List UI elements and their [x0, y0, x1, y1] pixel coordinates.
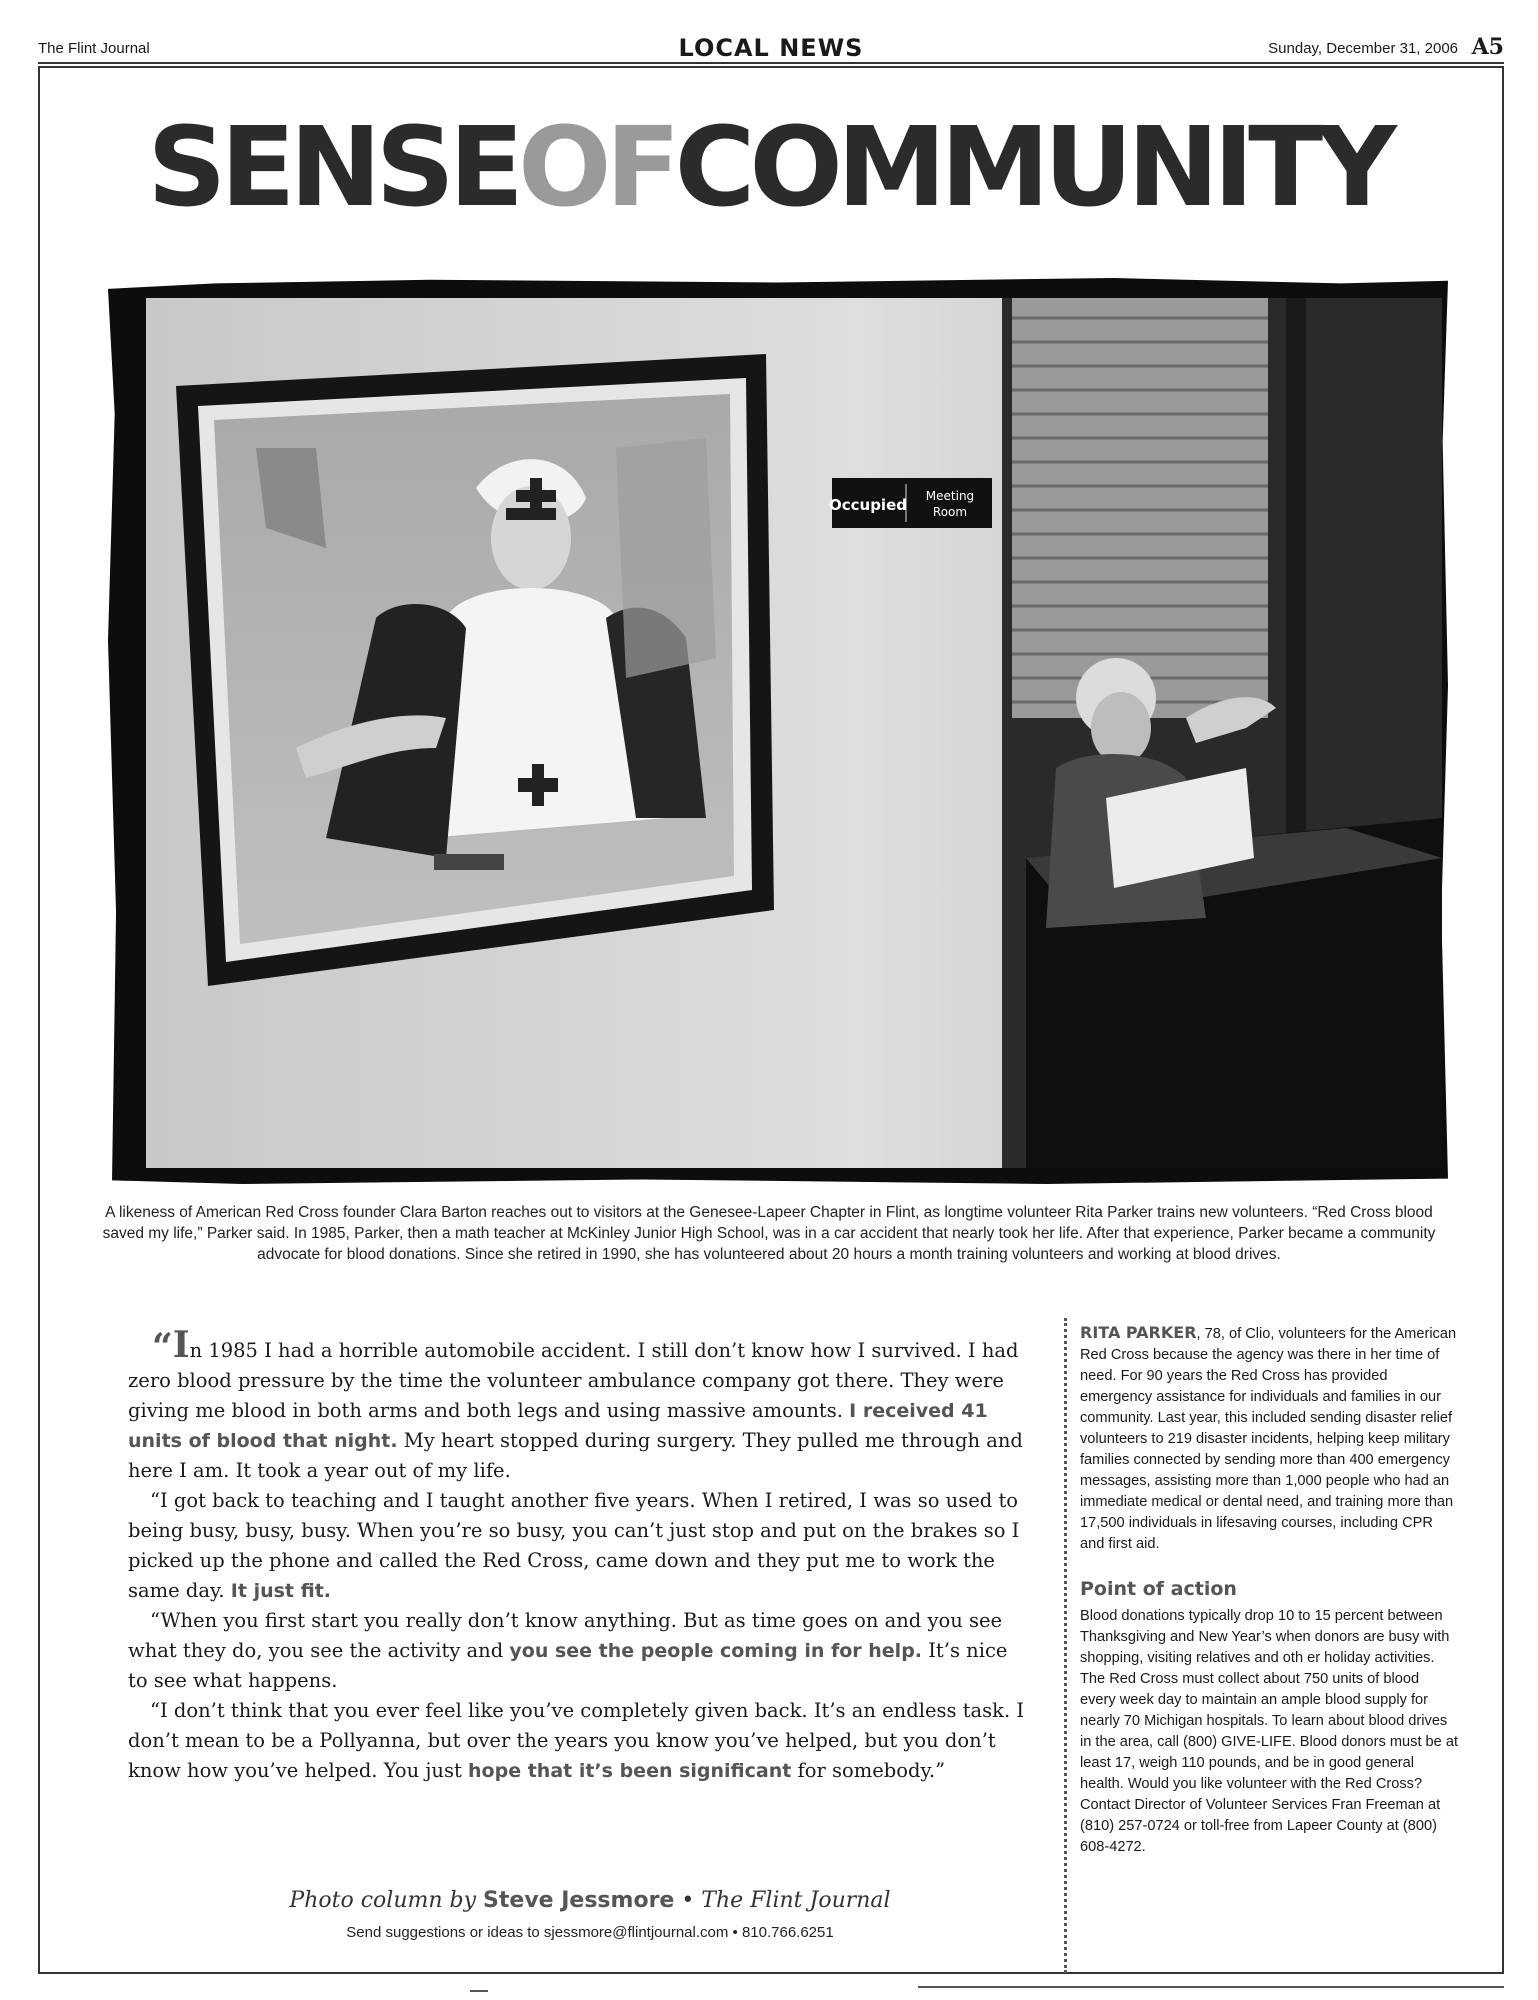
photo-illustration	[146, 298, 1442, 1168]
framed-painting	[176, 354, 774, 986]
issue-date: Sunday, December 31, 2006	[1268, 40, 1458, 57]
sign-room: Room	[932, 505, 968, 519]
photographer-name: Steve Jessmore	[483, 1888, 675, 1913]
quote-paragraph-4	[128, 1696, 1028, 1786]
sign-meeting: Meeting	[925, 489, 975, 503]
quote-text: “I don’t think that you ever feel like you’ve completely given back. It’s an endless task. I don’t mean to be a Pollyanna, but over the years you know you’ve helped, but you don’t know how you’ve helped. You just	[128, 1699, 1025, 1782]
quote-highlight: I received 41 units of blood that night.	[128, 1400, 988, 1452]
quote-paragraph-2	[128, 1486, 1028, 1606]
sidebar-heading: Point of action	[1080, 1578, 1237, 1600]
contact-line: Send suggestions or ideas to sjessmore@flintjournal.com • 810.766.6251	[346, 1924, 834, 1941]
masthead-rule	[38, 62, 1504, 64]
sidebar	[1080, 1322, 1458, 1858]
page-headline	[0, 103, 1538, 231]
quote-highlight: you see the people coming in for help.	[509, 1640, 923, 1662]
doorway	[1002, 298, 1442, 1168]
feature-photo	[146, 298, 1442, 1168]
quote-column	[128, 1324, 1028, 1786]
quote-paragraph-3	[128, 1606, 1028, 1696]
open-quote-mark: “	[152, 1326, 173, 1368]
masthead	[38, 36, 1504, 62]
quote-highlight: It just fit.	[230, 1580, 331, 1602]
sidebar-lead-text: , 78, of Clio, volunteers for the American Red Cross because the agency was there in her time of need. For 90 years the Red Cross has provided emergency assistance for individuals and families in our community. Last year, this included sending disaster relief volunteers to 219 disaster incidents, helping keep military families connected by sending more than 400 emergency messages, assisting more than 1,000 people who had an immediate medical or dental need, and training more than 17,500 individuals in lifesaving courses, including CPR and first aid.	[1080, 1326, 1457, 1552]
quote-text: “When you first start you really don’t know anything. But as time goes on and you see what they do, you see the activity and	[128, 1609, 1003, 1662]
newspaper-name: The Flint Journal	[38, 40, 150, 57]
quote-paragraph-1	[128, 1324, 1028, 1486]
quote-text: n 1985 I had a horrible automobile accident. I still don’t know how I survived. I had zero blood pressure by the time the volunteer ambulance company got there. They were giving me blood in both arms and both legs and using massive amounts.	[128, 1339, 1019, 1422]
sidebar-intro	[1080, 1322, 1458, 1555]
quote-text: My heart stopped during surgery. They pulled me through and here I am. It took a year out of my life.	[128, 1429, 1023, 1482]
quote-text: for somebody.”	[791, 1759, 946, 1782]
photo-caption: A likeness of American Red Cross founder Clara Barton reaches out to visitors at the Genesee-Lapeer Chapter in Flint, as longtime volunteer Rita Parker trains new volunteers. “Red Cross blood saved my life,” Parker said. In 1985, Parker, then a math teacher at McKinley Junior High School, was in a car accident that nearly took her life. After that experience, Parker became a community advocate for blood donations. Since she retired in 1990, she has volunteered about 20 hours a month training volunteers and working at blood drives.	[102, 1204, 1436, 1263]
headline-part-of: OF	[517, 103, 675, 231]
sidebar-body: Blood donations typically drop 10 to 15 percent between Thanksgiving and New Year’s when donors are busy with shopping, visiting relatives and oth er holiday activities. The Red Cross must collect about 750 units of blood every week day to maintain an ample blood supply for nearly 70 Michigan hospitals. To learn about blood drives in the area, call (800) GIVE-LIFE. Blood donors must be at least 17, weigh 110 pounds, and be in good general health. Would you like volunteer with the Red Cross? Contact Director of Volunteer Services Fran Freeman at (810) 257-0724 or toll-free from Lapeer County at (800) 608-4272.	[1080, 1608, 1459, 1855]
door-sign	[829, 478, 992, 528]
headline-part-sense: SENSE	[147, 103, 518, 231]
credit-prefix: Photo column by	[289, 1888, 484, 1913]
section-title: LOCAL NEWS	[678, 34, 864, 62]
bottom-mark	[470, 1990, 488, 1992]
photo-credit	[200, 1888, 980, 1913]
page-number: A5	[1471, 34, 1504, 60]
sidebar-lead-name: RITA PARKER	[1080, 1323, 1197, 1342]
headline-part-community: COMMUNITY	[674, 103, 1391, 231]
sign-occupied: Occupied	[828, 496, 908, 514]
drop-cap: I	[172, 1324, 190, 1366]
quote-text: It’s nice to see what happens.	[128, 1639, 1008, 1692]
quote-highlight: hope that it’s been significant	[468, 1760, 792, 1782]
credit-suffix: • The Flint Journal	[674, 1888, 891, 1913]
quote-text: “I got back to teaching and I taught another five years. When I retired, I was so used to being busy, busy, busy. When you’re so busy, you can’t just stop and put on the brakes so I picked up the phone and called the Red Cross, came down and they put me to work the same day.	[128, 1489, 1020, 1602]
column-divider	[1064, 1318, 1067, 1973]
bottom-rule	[918, 1986, 1504, 1988]
